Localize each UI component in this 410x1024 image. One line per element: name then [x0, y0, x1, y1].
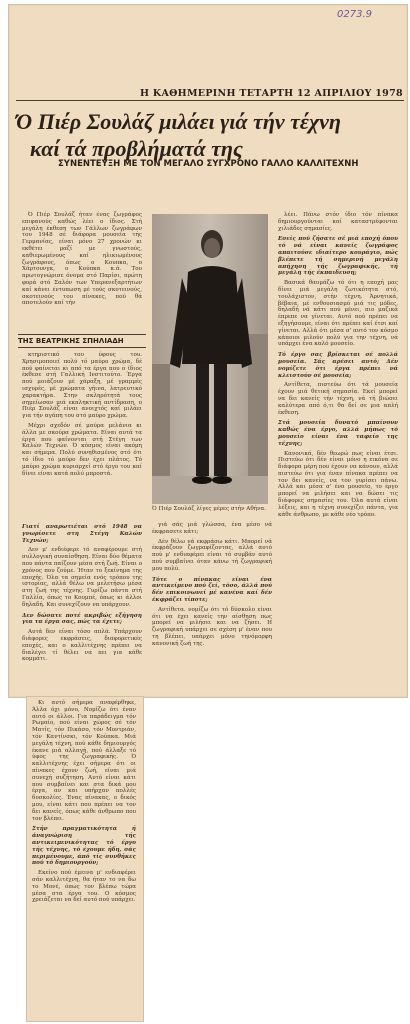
interview-question: Εσείς πού ζήσατε σέ μιά εποχή όπου τό νά είναι κανείς ζωγράφος απαιτούσε ιδιαίτερο κουράγιο, πώς βλέπετε τή σημερινή μεγάλη απήχηση τής ζωγραφικής, τή μεγάλη τής έκπαιδευση;: [278, 236, 398, 277]
article-column-intro: [22, 212, 142, 332]
interview-question: Στά μουσεία δυνατό μπαίνουν καθώς ένα έργο, αλλά μήπως τό μουσείο είναι ένα ταφείο της τέχνης;: [278, 420, 398, 447]
masthead-rule: [16, 100, 404, 101]
archive-mark: 0273.9: [337, 9, 372, 20]
interview-answer: Εκείνο πού έμεινα μ' ενδιαφέρει σάν καλλιτέχνη, θα ήταν το να δω το Μονέ, όπως τον βλέπω τώρα μέσα στα έργα του. Ο κόσμος χρειάζεται να δεί αυτό πού υπάρχει.: [32, 870, 136, 904]
interview-answer: γιά σάς μιά γλώσσα, ένα μέσο νά έκφρασετε κάτι;: [152, 522, 272, 535]
interview-answer: Δέν θέλω νά εκφράσω κάτι. Μπορεί νά έκφράζουν ζωγραφίζοντας, αλλά αυτό πού μ' ενδιαφέρει είναι τό συμβάν αυτό πού συμβαίνει όταν κάνω τή ζωγραφική μου πολύ.: [152, 538, 272, 572]
photo-caption: Ό Πιέρ Σουλάζ λίγες μέρες στήν Αθήνα.: [152, 506, 267, 512]
article-column-continued: [32, 700, 136, 1018]
interview-question: Στήν πραγματικότητα ή άναγνώριση τής αντικειμενικότητας τό έργο τής τέχνης, τό έχουμε ήδη, σάς περιμένουμε, άπό τίς συνθήκες πού τό δημιουργούν;: [32, 826, 136, 867]
portrait-photo: [152, 214, 268, 504]
newspaper-masthead: Η ΚΑΘΗΜΕΡΙΝΗ ΤΕΤΑΡΤΗ 12 ΑΠΡΙΛΙΟΥ 1978: [140, 88, 403, 99]
headline-line-1: Ό Πιέρ Σουλάζ μιλάει γιά τήν τέχνη: [16, 109, 342, 134]
byline: ΤΗΣ ΒΕΑΤΡΙΚΗΣ ΣΠΗΛΙΑΔΗ: [18, 334, 146, 348]
paragraph: Ό Πιέρ Σουλάζ ήταν ένας ζωγράφος επιφανούς καθώς λέει ο ίδιος. Στή μεγάλη έκθεση των Γάλλων ζωγράφων του 1948 σέ διάφορα μουσεία τής Γερμανίας, είναι μόνο 27 χρονών κι εκθέτει μαζί με γνωστούς, καθιερωμένους καί ηλικιωμένους ζωγράφους, όπως ο Κουπκα, ο Χάρτουνγκ, ο Κούπκα κ.ά. Του πρωτογνώρισε όνομα στό Παρίσι, πρώτη φορά στό Σαλόν των Υπερανεξαρτήτων καί κάνει έντυπωση μέ τούς σκοτεινούς, σκοτεινούς του πίνακες, πού θά αποτελούν καί τήν: [22, 212, 142, 307]
interview-answer: Αυτά δεν είναι τόσο απλά. Υπάρχουν διάφορες εκφράσεις, διαφορετικές εποχές, και ο καλλιτέχνης πρέπει να διαλέγει τί θέλει να πει για κάθε κομμάτι.: [22, 629, 142, 663]
portrait-photo-graphic: [152, 214, 268, 504]
interview-answer: Βασικά θαυμάζω τό ότι η εποχή μας δίνει μιά μεγάλη ζωτικότητα στό, τουλάχιστον, στήν τέχνη. Άρνητικά, βέβαια, μέ ενθουσιασμό μιά τις μόδες, δηλαδή νά κάτι πού μένει, πιο μαζικά έπρεπε να γίνεται. Αυτό πού πρέπει να εξηγήσουμε, είναι ότι πρέπει καί έτσι καί γίνεται. Αλλά ότι μέσα σ' αυτό τον κόσμο κάποιοι μιλούν πολύ για την τέχνη, νά υπάρχει ένα καλό μουσείο.: [278, 280, 398, 348]
interview-answer: Αντίθετα. νομίζω ότι τό δύσκολο είναι ότι να έχει κανείς την αίσθηση πως μπορεί να μιλήσει και να ζήσει. Η ζωγραφική υπάρχει σε σχέση μ' έναν που τη βλέπει, υπάρχει μόνο τηνόμορφη κανονική ζωή της.: [152, 606, 272, 647]
paragraph: Μέχρι σχεδόν σέ μαύρα μελάνια κι άλλα με σκούρα χρώματα. Είναι αυτά τα έργα που φαίνονται στή Στέγη των Καλών Τεχνών. Ό κόσμος είναι ακόμη και σήμερα. Πολύ συνηθισμένος στό ότι τό ίδιο τό μαύρο δεν έχει πλάτος. Τό μαύρο χρώμα κυριαρχεί στό έργο του καί δίνει είναι κατά πολύ μπροστά.: [22, 422, 142, 477]
article-column-3: [22, 520, 142, 692]
paragraph: κτηριστικό του ύφους του. Χρησιμοποιεί πολύ τό μαύρο χρώμα, δέ πού φαίνεται κι από τα έργα που ο ίδιος έκθεσε στή Γαλλική Ινστιτούτο. Έργα πού μοιάζουν μέ χάραξη, μέ γραμμές ισχυρές, μέ χρώματα γήινα, λατρευτικό χαρακτήρα. Στην σκληρότητά τους σημείωσαν μιά εκπληκτική αντίδραση, ο Πιέρ Σουλάζ είναι ανοιχτός καί μιλάει για τήν αγάπη του στό μαύρο χρώμα.: [22, 352, 142, 420]
interview-answer: Κι αυτό σήμερα αναφέρθηκε, Άλλα όχι μόνο, Νομίζω ότι έναν αυτό οι άλλοι. Για παράδειγμα τόν Ρωμαίο, πού είναι χώρος σέ τόν Ματίς, τόν Πικάσο, τόν Μοντριάν, τόν Καντίνσκι, τόν Κούπκα. Μιά μεγάλη τέχνη, πού κάθε δημιουργός έκανε μιά αλλαγή, πού άλλαξε τό ύφος της ζωγραφικής. Ό καλλιτέχνης έχει σήμερα ότι οι πίνακες έχουν ζωή, είναι μιά συνεχή συζήτηση. Αυτό είναι κάτι που συμβαίνει και στα δικά μου έργα, αν και υπήρχαν πολλές δυσκολίες. Ένας πίνακας, ο δικός μου, είναι κάτι που πρέπει να τον δει κανείς, όπως κάθε άνθρωπο που τον βλέπει.: [32, 700, 136, 822]
interview-answer: Κανονικά, δέν θεωρώ πως είναι έτσι. Πιστεύω ότι δέν είναι μόνο η εικόνα σε διάφορα μέρη που έχουν να κάνουν, αλλά πιστεύω ότι για έναν πίνακα πρέπει να τον δει κανείς, να τον γυρίσει πάνω. Αλλά και μέσα σ' ένα μουσείο, το έργο μπορεί να μιλήσει και να δώσει τις διάφορες σημασίες του. Όλα αυτά είναι λέξεις, και η τέχνη συνεχίζει πάντα, για κάθε άνθρωπο, με κάθε νέο τρόπο.: [278, 450, 398, 518]
headline: [16, 108, 396, 162]
article-column-5: [278, 212, 398, 690]
article-column-4: [152, 522, 272, 690]
subheadline: ΣΥΝΕΝΤΕΥΞΗ ΜΕ ΤΟΝ ΜΕΓΑΛΟ ΣΥΓΧΡΟΝΟ ΓΑΛΛΟ ΚΑΛΛΙΤΕΧΝΗ: [58, 159, 359, 169]
interview-question: Τότε ο πίνακας είναι ένα αντικείμενο πού ζεί, τόσο, άλλά πού δέν επικοινωνεί μέ κανένα καί δέν έκφράζει τίποτε;: [152, 576, 272, 603]
article-column-2: [22, 352, 142, 514]
interview-answer: Αντίθετα, πιστεύω ότι τά μουσεία έχουν μιά θετική σημασία. Εκεί μπορεί να δει κανείς τήν τέχνη, νά τή βιώσει καλύτερα από ό,τι θα δεί σε μια απλή έκθεση.: [278, 382, 398, 416]
interview-question: Δεν δώσατε ποτέ ακριβώς εξήγηση για τα έργα σας, πώς τα έχετε;: [22, 612, 142, 626]
interview-question: Γιατί αναρωτιέται στό 1948 να γνωρίσετε στη Στέγη Καλών Τεχνών;: [22, 524, 142, 544]
interview-answer: λέει. Πάνω στόν ίδιο τόν πίνακα δημιουργούνται καί καταστρέφονται χιλιάδες σημασίες.: [278, 212, 398, 232]
interview-question: Τό έργο σας βρίσκεται σέ πολλά μουσεία. Σάς αρέσει αυτό; Δέν νομίζετε ότι έργα πρέπει νά κλειστούν σέ μουσεία;: [278, 352, 398, 379]
interview-answer: Δεν μ' ενδιέφερε τό αναφέρουμε στή συλλογική συναίσθηση. Είναι δύο θέματα που πάντα παίζουν μέσα στή ζωή. Είναι ο χρόνος που ζούμε. Ήταν το ξεκίνημα της εποχής. Όλα τα σημεία ενός τρόπου της ιστορίας, αλλά θέλω να μελετήσω μέσα στη ζωή της τέχνης. Γυρίζω πάντα στή Γαλλία, όπως το Κουμπέ, όπως κι άλλοι δηλαδή. Και συνεχίζουν να υπάρχουν.: [22, 547, 142, 608]
headline-line-2: καί τά προβλήματά της: [30, 136, 243, 161]
